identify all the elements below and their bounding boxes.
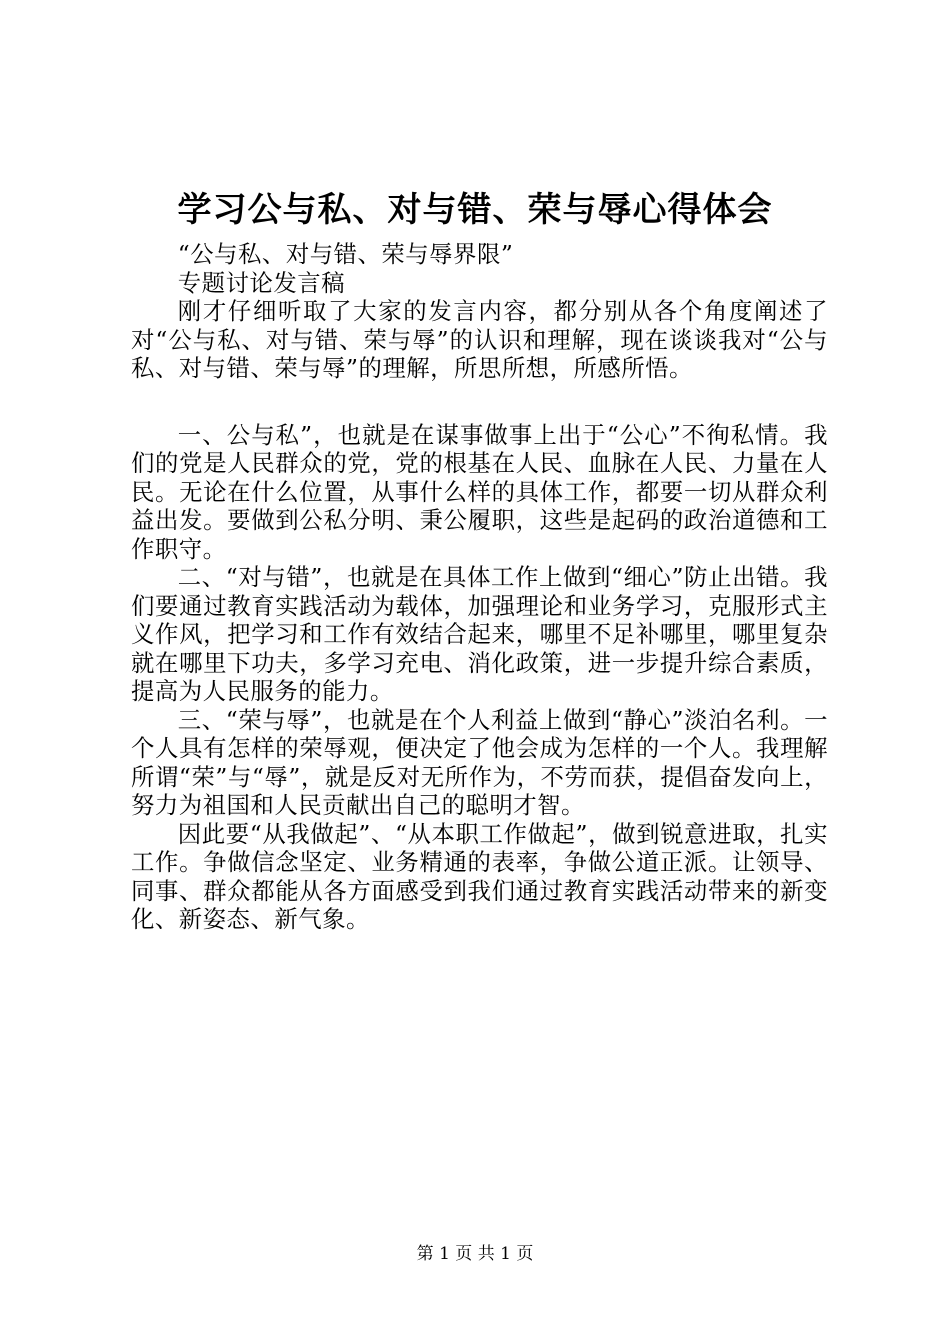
- section-paragraph: 一、公与私”，也就是在谋事做事上出于“公心”不徇私情。我们的党是人民群众的党，党的根基在人民、血脉在人民、力量在人民。无论在什么位置，从事什么样的具体工作，都要一切从群众利益出发。要做到公私分明、秉公履职，这些是起码的政治道德和工作职守。: [131, 420, 828, 563]
- subtitle-line: 专题讨论发言稿: [177, 268, 346, 297]
- section-paragraph: 二、“对与错”，也就是在具体工作上做到“细心”防止出错。我们要通过教育实践活动为载体，加强理论和业务学习，克服形式主义作风，把学习和工作有效结合起来，哪里不足补哪里，哪里复杂就在哪里下功夫，多学习充电、消化政策，进一步提升综合素质，提高为人民服务的能力。: [131, 563, 828, 705]
- paragraph-gap: [131, 383, 828, 421]
- intro-paragraph: 刚才仔细听取了大家的发言内容，都分别从各个角度阐述了对“公与私、对与错、荣与辱”的认识和理解，现在谈谈我对“公与私、对与错、荣与辱”的理解，所思所想，所感所悟。: [131, 297, 828, 382]
- page-footer: 第 1 页 共 1 页: [416, 1244, 534, 1264]
- document-title: 学习公与私、对与错、荣与辱心得体会: [177, 190, 773, 230]
- conclusion-paragraph: 因此要“从我做起”、“从本职工作做起”，做到锐意进取，扎实工作。争做信念坚定、业务精通的表率，争做公道正派。让领导、同事、群众都能从各方面感受到我们通过教育实践活动带来的新变化、新姿态、新气象。: [131, 819, 828, 933]
- section-paragraph: 三、“荣与辱”，也就是在个人利益上做到“静心”淡泊名利。一个人具有怎样的荣辱观，便决定了他会成为怎样的一个人。我理解所谓“荣”与“辱”，就是反对无所作为，不劳而获，提倡奋发向上，努力为祖国和人民贡献出自己的聪明才智。: [131, 705, 828, 819]
- subtitle-line: “公与私、对与错、荣与辱界限”: [177, 240, 514, 268]
- document-body: [131, 240, 828, 934]
